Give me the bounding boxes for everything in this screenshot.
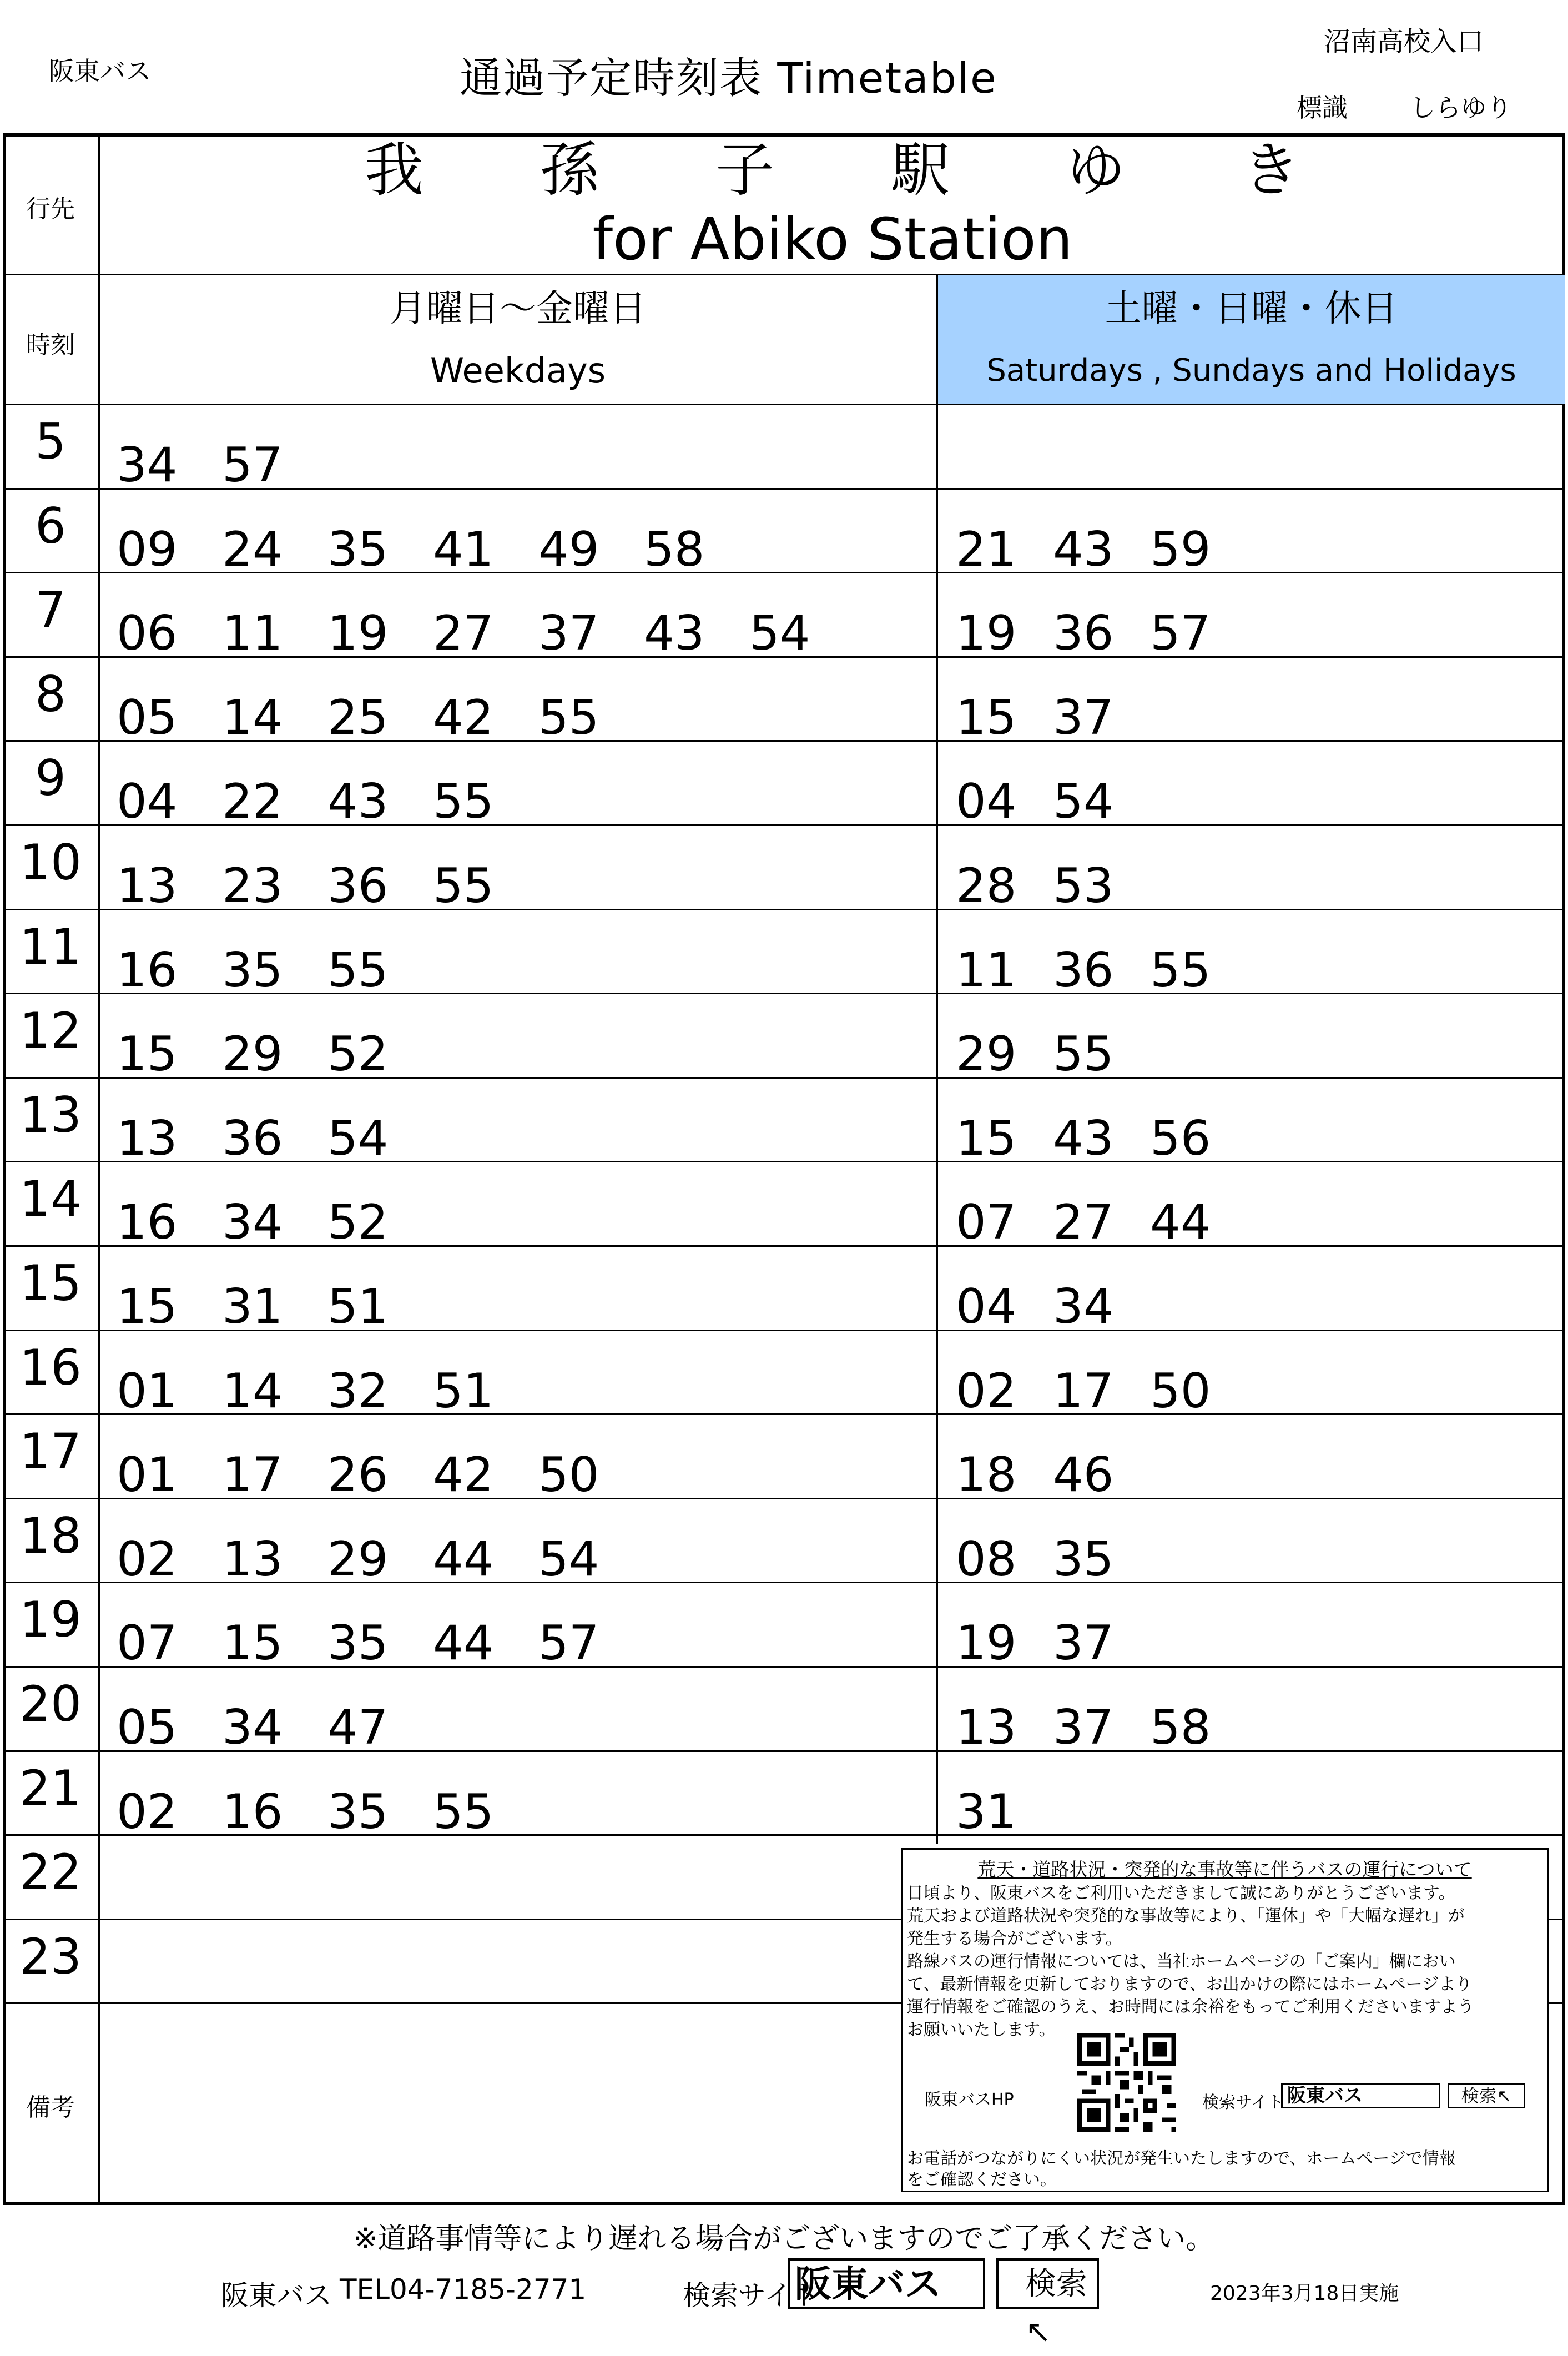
departure-minute: 53 [1053, 858, 1114, 914]
departure-minute: 55 [538, 690, 599, 746]
departure-minute: 52 [327, 1195, 389, 1250]
departure-minute: 27 [433, 606, 494, 661]
departure-minute: 43 [327, 774, 389, 829]
departure-minute: 16 [117, 1195, 178, 1250]
hour-label: 23 [19, 1928, 82, 1985]
departure-minute: 51 [433, 1363, 494, 1419]
departure-minute: 44 [433, 1532, 494, 1587]
departure-minute: 04 [956, 1279, 1017, 1335]
hour-label: 20 [19, 1675, 82, 1733]
departure-minute: 35 [1053, 1532, 1114, 1587]
destination-jp: 我孫子駅ゆき [365, 135, 1417, 204]
notice-search-label: 検索サイト [1202, 2093, 1284, 2112]
departure-minute: 19 [956, 1615, 1017, 1671]
departure-minute: 55 [433, 1784, 494, 1840]
departure-minute: 31 [956, 1784, 1017, 1840]
weekend-minutes [956, 1279, 1150, 1335]
hour-label: 16 [19, 1339, 82, 1396]
departure-minute: 29 [327, 1532, 389, 1587]
departure-minute: 16 [222, 1784, 283, 1840]
hour-label: 9 [35, 749, 66, 807]
departure-minute: 35 [327, 522, 389, 577]
weekend-minutes [956, 1195, 1247, 1250]
weekday-header-jp: 月曜日～金曜日 [390, 287, 646, 330]
departure-minute: 06 [117, 606, 178, 661]
weekday-header-en: Weekdays [430, 350, 606, 391]
weekday-minutes [117, 1026, 433, 1082]
departure-minute: 07 [117, 1615, 178, 1671]
departure-minute: 35 [222, 943, 283, 998]
departure-minute: 55 [1053, 1026, 1114, 1082]
departure-minute: 57 [538, 1615, 599, 1671]
cursor-arrow-icon: ↖ [1496, 2085, 1512, 2106]
weekday-minutes [117, 437, 327, 493]
company-name: 阪東バス [49, 56, 151, 86]
departure-minute: 14 [222, 690, 283, 746]
departure-minute: 07 [956, 1195, 1017, 1250]
notice-footer [907, 2148, 1545, 2191]
footer-phone: TEL04-7185-2771 [340, 2273, 587, 2305]
hour-label: 18 [19, 1507, 82, 1564]
departure-minute: 52 [327, 1026, 389, 1082]
departure-minute: 15 [956, 1111, 1017, 1166]
departure-minute: 37 [1053, 1700, 1114, 1755]
footer-company: 阪東バス [221, 2279, 332, 2312]
departure-minute: 34 [222, 1195, 283, 1250]
departure-minute: 19 [956, 606, 1017, 661]
departure-minute: 13 [956, 1700, 1017, 1755]
weekend-minutes [956, 690, 1150, 746]
hour-label: 12 [19, 1002, 82, 1059]
weekend-minutes [956, 1447, 1150, 1503]
footer-search-label: 検索サイト [683, 2279, 820, 2312]
departure-minute: 01 [117, 1363, 178, 1419]
departure-minute: 42 [433, 1447, 494, 1503]
weekend-minutes [956, 1532, 1150, 1587]
notice-body [907, 1882, 1545, 2041]
departure-minute: 18 [956, 1447, 1017, 1503]
weekend-minutes [956, 1111, 1247, 1166]
notice-search-button-label: 検索 [1461, 2085, 1497, 2106]
weekday-minutes [117, 1363, 538, 1419]
weekday-minutes [117, 1784, 538, 1840]
hour-label: 21 [19, 1760, 82, 1817]
homepage-label: 阪東バスHP [925, 2090, 1014, 2110]
notice-title: 荒天・道路状況・突発的な事故等に伴うバスの運行について [977, 1859, 1472, 1880]
departure-minute: 59 [1150, 522, 1211, 577]
departure-minute: 17 [222, 1447, 283, 1503]
footer-note: ※道路事情等により遅れる場合がございますのでご了承ください。 [353, 2222, 1215, 2256]
weekend-minutes [956, 1700, 1247, 1755]
weekend-minutes [956, 858, 1150, 914]
departure-minute: 14 [222, 1363, 283, 1419]
footer-search-box[interactable]: 阪東バス [788, 2258, 985, 2309]
departure-minute: 08 [956, 1532, 1017, 1587]
departure-minute: 57 [1150, 606, 1211, 661]
departure-minute: 49 [538, 522, 599, 577]
sign-value: しらゆり [1410, 93, 1512, 123]
weekend-minutes [956, 1784, 1053, 1840]
departure-minute: 46 [1053, 1447, 1114, 1503]
departure-minute: 02 [117, 1784, 178, 1840]
weekend-minutes [956, 1615, 1150, 1671]
qr-code-icon[interactable] [1077, 2033, 1176, 2132]
departure-minute: 09 [117, 522, 178, 577]
departure-minute: 27 [1053, 1195, 1114, 1250]
weekend-minutes [956, 522, 1247, 577]
departure-minute: 50 [538, 1447, 599, 1503]
hour-label: 17 [19, 1423, 82, 1480]
departure-minute: 43 [1053, 522, 1114, 577]
departure-minute: 44 [1150, 1195, 1211, 1250]
hour-label: 22 [19, 1844, 82, 1901]
departure-minute: 58 [644, 522, 705, 577]
departure-minute: 02 [956, 1363, 1017, 1419]
hour-label: 5 [35, 413, 66, 470]
notice-line: 荒天および道路状況や突発的な事故等により、「運休」や「大幅な遅れ」が [907, 1906, 1465, 1926]
departure-minute: 43 [644, 606, 705, 661]
departure-minute: 54 [327, 1111, 389, 1166]
notice-line: 発生する場合がございます。 [907, 1929, 1122, 1949]
weekend-minutes [956, 1363, 1247, 1419]
page-title: 通過予定時刻表 Timetable [460, 53, 997, 103]
departure-minute: 42 [433, 690, 494, 746]
weekday-minutes [117, 1111, 433, 1166]
departure-minute: 34 [222, 1700, 283, 1755]
notice-line: 日頃より、阪東バスをご利用いただきまして誠にありがとうございます。 [907, 1884, 1455, 1903]
weekend-minutes [956, 606, 1247, 661]
time-label: 時刻 [26, 331, 75, 359]
departure-minute: 28 [956, 858, 1017, 914]
departure-minute: 04 [117, 774, 178, 829]
departure-minute: 11 [222, 606, 283, 661]
departure-minute: 16 [117, 943, 178, 998]
departure-minute: 37 [1053, 1615, 1114, 1671]
weekday-minutes [117, 606, 855, 661]
departure-minute: 57 [222, 437, 283, 493]
hour-label: 19 [19, 1591, 82, 1648]
departure-minute: 54 [538, 1532, 599, 1587]
departure-minute: 37 [1053, 690, 1114, 746]
weekday-minutes [117, 690, 644, 746]
weekday-minutes [117, 943, 433, 998]
weekday-minutes [117, 1615, 644, 1671]
notice-search-button[interactable] [1448, 2083, 1525, 2108]
weekday-minutes [117, 1447, 644, 1503]
departure-minute: 13 [117, 1111, 178, 1166]
weekend-header-en: Saturdays , Sundays and Holidays [986, 353, 1516, 389]
notice-footer-line: をご確認ください。 [907, 2170, 1057, 2189]
departure-minute: 13 [117, 858, 178, 914]
departure-minute: 15 [117, 1026, 178, 1082]
departure-minute: 04 [956, 774, 1017, 829]
hour-label: 7 [35, 581, 66, 638]
divider [3, 404, 1565, 405]
stop-name: 沼南高校入口 [1324, 26, 1484, 57]
departure-minute: 55 [327, 943, 389, 998]
hour-label: 6 [35, 497, 66, 555]
departure-minute: 15 [222, 1615, 283, 1671]
departure-minute: 54 [749, 606, 810, 661]
departure-minute: 55 [433, 774, 494, 829]
weekend-minutes [956, 943, 1247, 998]
departure-minute: 37 [538, 606, 599, 661]
departure-minute: 58 [1150, 1700, 1211, 1755]
departure-minute: 25 [327, 690, 389, 746]
departure-minute: 54 [1053, 774, 1114, 829]
hour-label: 10 [19, 834, 82, 891]
departure-minute: 41 [433, 522, 494, 577]
weekday-minutes [117, 858, 538, 914]
notice-line: 運行情報をご確認のうえ、お時間には余裕をもってご利用くださいますよう [907, 1997, 1474, 2017]
effective-date: 2023年3月18日実施 [1210, 2282, 1399, 2305]
departure-minute: 36 [222, 1111, 283, 1166]
departure-minute: 55 [433, 858, 494, 914]
departure-minute: 23 [222, 858, 283, 914]
departure-minute: 44 [433, 1615, 494, 1671]
departure-minute: 02 [117, 1532, 178, 1587]
hour-label: 13 [19, 1086, 82, 1144]
departure-minute: 36 [1053, 943, 1114, 998]
departure-minute: 34 [1053, 1279, 1114, 1335]
footer-search-button[interactable] [996, 2258, 1099, 2350]
weekday-minutes [117, 1532, 644, 1587]
weekend-minutes [956, 774, 1150, 829]
weekend-header-jp: 土曜・日曜・休日 [1105, 287, 1398, 330]
hour-label: 8 [35, 666, 66, 723]
sign-label: 標識 [1297, 93, 1348, 123]
departure-minute: 11 [956, 943, 1017, 998]
departure-minute: 01 [117, 1447, 178, 1503]
departure-minute: 17 [1053, 1363, 1114, 1419]
departure-minute: 15 [117, 1279, 178, 1335]
destination-en: for Abiko Station [592, 205, 1073, 273]
divider [3, 274, 1565, 275]
departure-minute: 31 [222, 1279, 283, 1335]
departure-minute: 21 [956, 522, 1017, 577]
weekday-minutes [117, 522, 749, 577]
departure-minute: 15 [956, 690, 1017, 746]
notice-line: 路線バスの運行情報については、当社ホームページの「ご案内」欄におい [907, 1952, 1456, 1971]
departure-minute: 24 [222, 522, 283, 577]
weekday-minutes [117, 1279, 433, 1335]
departure-minute: 22 [222, 774, 283, 829]
departure-minute: 19 [327, 606, 389, 661]
departure-minute: 26 [327, 1447, 389, 1503]
hour-label: 11 [19, 918, 82, 975]
departure-minute: 35 [327, 1615, 389, 1671]
departure-minute: 29 [956, 1026, 1017, 1082]
departure-minute: 35 [327, 1784, 389, 1840]
notice-box [901, 1848, 1549, 2192]
hour-label: 15 [19, 1255, 82, 1312]
weekday-minutes [117, 1195, 433, 1250]
weekday-minutes [117, 1700, 433, 1755]
notice-line: て、最新情報を更新しておりますので、お出かけの際にはホームページより [907, 1975, 1473, 1994]
departure-minute: 51 [327, 1279, 389, 1335]
notice-search-box[interactable]: 阪東バス [1281, 2083, 1440, 2108]
departure-minute: 05 [117, 690, 178, 746]
departure-minute: 36 [1053, 606, 1114, 661]
departure-minute: 43 [1053, 1111, 1114, 1166]
departure-minute: 56 [1150, 1111, 1211, 1166]
departure-minute: 55 [1150, 943, 1211, 998]
departure-minute: 50 [1150, 1363, 1211, 1419]
departure-minute: 29 [222, 1026, 283, 1082]
departure-minute: 13 [222, 1532, 283, 1587]
cursor-arrow-icon: ↖ [1025, 2314, 1051, 2350]
weekday-header [100, 278, 936, 402]
weekend-minutes [956, 1026, 1150, 1082]
destination-label: 行先 [26, 195, 75, 223]
notice-line: お願いいたします。 [907, 2020, 1056, 2040]
departure-minute: 05 [117, 1700, 178, 1755]
weekday-minutes [117, 774, 538, 829]
weekend-header [937, 278, 1565, 402]
hour-label: 14 [19, 1170, 82, 1227]
departure-minute: 36 [327, 858, 389, 914]
notice-footer-line: お電話がつながりにくい状況が発生いたしますので、ホームページで情報 [907, 2149, 1456, 2168]
remarks-label: 備考 [26, 2093, 75, 2122]
departure-minute: 32 [327, 1363, 389, 1419]
departure-minute: 34 [117, 437, 178, 493]
footer-search-button-label: 検索 [1025, 2266, 1087, 2302]
departure-minute: 47 [327, 1700, 389, 1755]
divider [936, 274, 938, 1844]
